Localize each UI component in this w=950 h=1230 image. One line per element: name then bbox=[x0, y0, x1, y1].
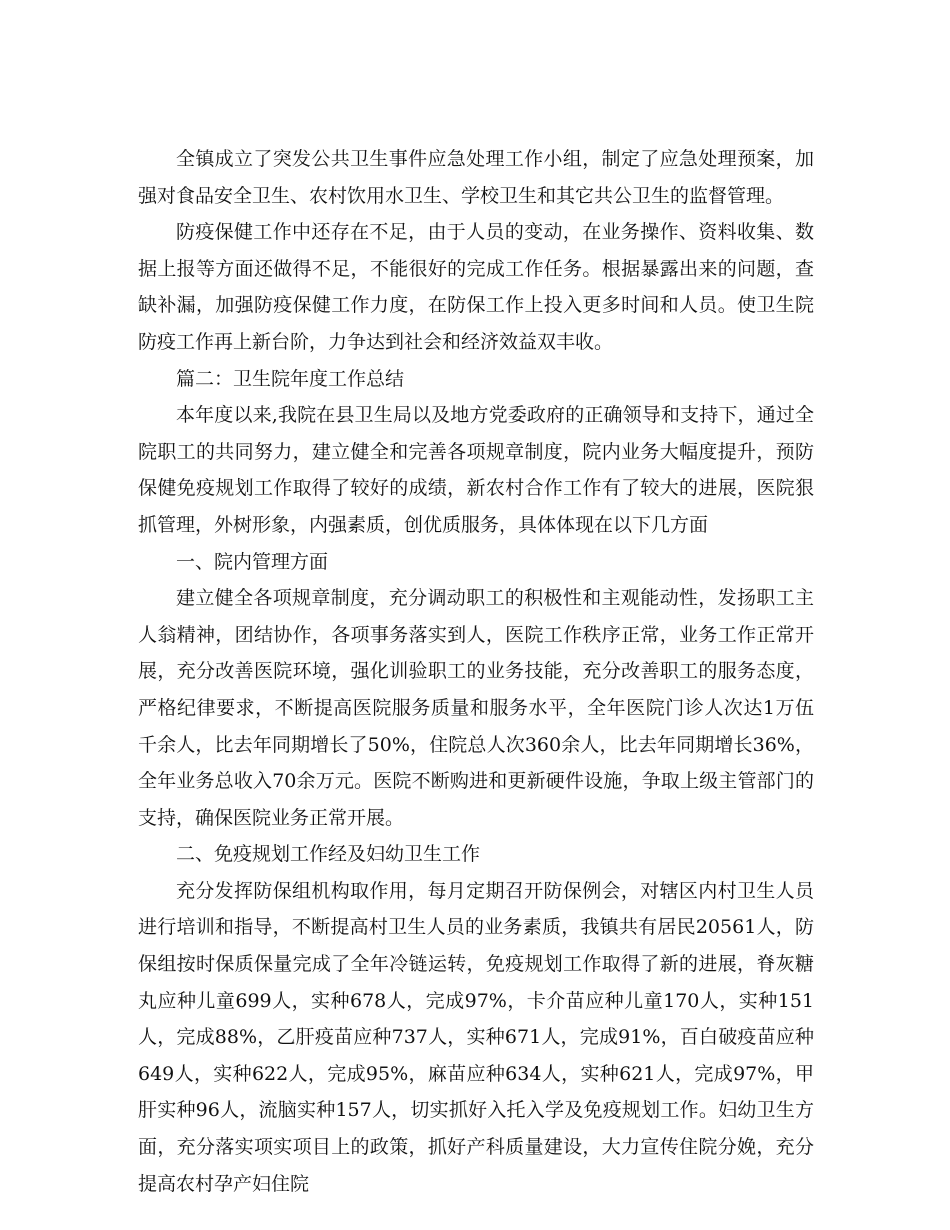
section-heading: 二、免疫规划工作经及妇幼卫生工作 bbox=[176, 843, 481, 866]
section-heading: 一、院内管理方面 bbox=[176, 550, 329, 573]
body-paragraph: 全镇成立了突发公共卫生事件应急处理工作小组，制定了应急处理预案，加强对食品安全卫生、农村饮用水卫生、学校卫生和其它共公卫生的监督管理。 bbox=[138, 148, 814, 207]
body-paragraph: 防疫保健工作中还存在不足，由于人员的变动，在业务操作、资料收集、数据上报等方面还做得不足，不能很好的完成工作任务。根据暴露出来的问题，查缺补漏，加强防疫保健工作力度，在防保工作上投入更多时间和人员。使卫生院防疫工作再上新台阶，力争达到社会和经济效益双丰收。 bbox=[138, 221, 814, 353]
body-paragraph: 本年度以来,我院在县卫生局以及地方党委政府的正确领导和支持下，通过全院职工的共同努力，建立健全和完善各项规章制度，院内业务大幅度提升，预防保健免疫规划工作取得了较好的成绩，新农村合作工作有了较大的进展，医院狠抓管理，外树形象，内强素质，创优质服务，具体体现在以下几方面 bbox=[138, 404, 814, 536]
document-page bbox=[138, 141, 814, 1202]
body-paragraph: 充分发挥防保组机构取作用，每月定期召开防保例会，对辖区内村卫生人员进行培训和指导，不断提高村卫生人员的业务素质，我镇共有居民20561人，防保组按时保质保量完成了全年冷链运转，免疫规划工作取得了新的进展，脊灰糖丸应种儿童699人，实种678人，完成97%，卡介苗应种儿童170人，实种151人，完成88%，乙肝疫苗应种737人，实种671人，完成91%，百白破疫苗应种649人，实种622人，完成95%，麻苗应种634人，实种621人，完成97%，甲肝实种96人，流脑实种157人，切实抓好入托入学及免疫规划工作。妇幼卫生方面，充分落实项实项目上的政策，抓好产科质量建设，大力宣传住院分娩，充分提高农村孕产妇住院 bbox=[138, 879, 814, 1195]
section-heading: 篇二：卫生院年度工作总结 bbox=[176, 367, 405, 390]
body-paragraph: 建立健全各项规章制度，充分调动职工的积极性和主观能动性，发扬职工主人翁精神，团结协作，各项事务落实到人，医院工作秩序正常，业务工作正常开展，充分改善医院环境，强化训验职工的业务技能，充分改善职工的服务态度，严格纪律要求，不断提高医院服务质量和服务水平，全年医院门诊人次达1万伍千余人，比去年同期增长了50%，住院总人次360余人，比去年同期增长36%，全年业务总收入70余万元。医院不断购进和更新硬件设施，争取上级主管部门的支持，确保医院业务正常开展。 bbox=[138, 587, 814, 829]
